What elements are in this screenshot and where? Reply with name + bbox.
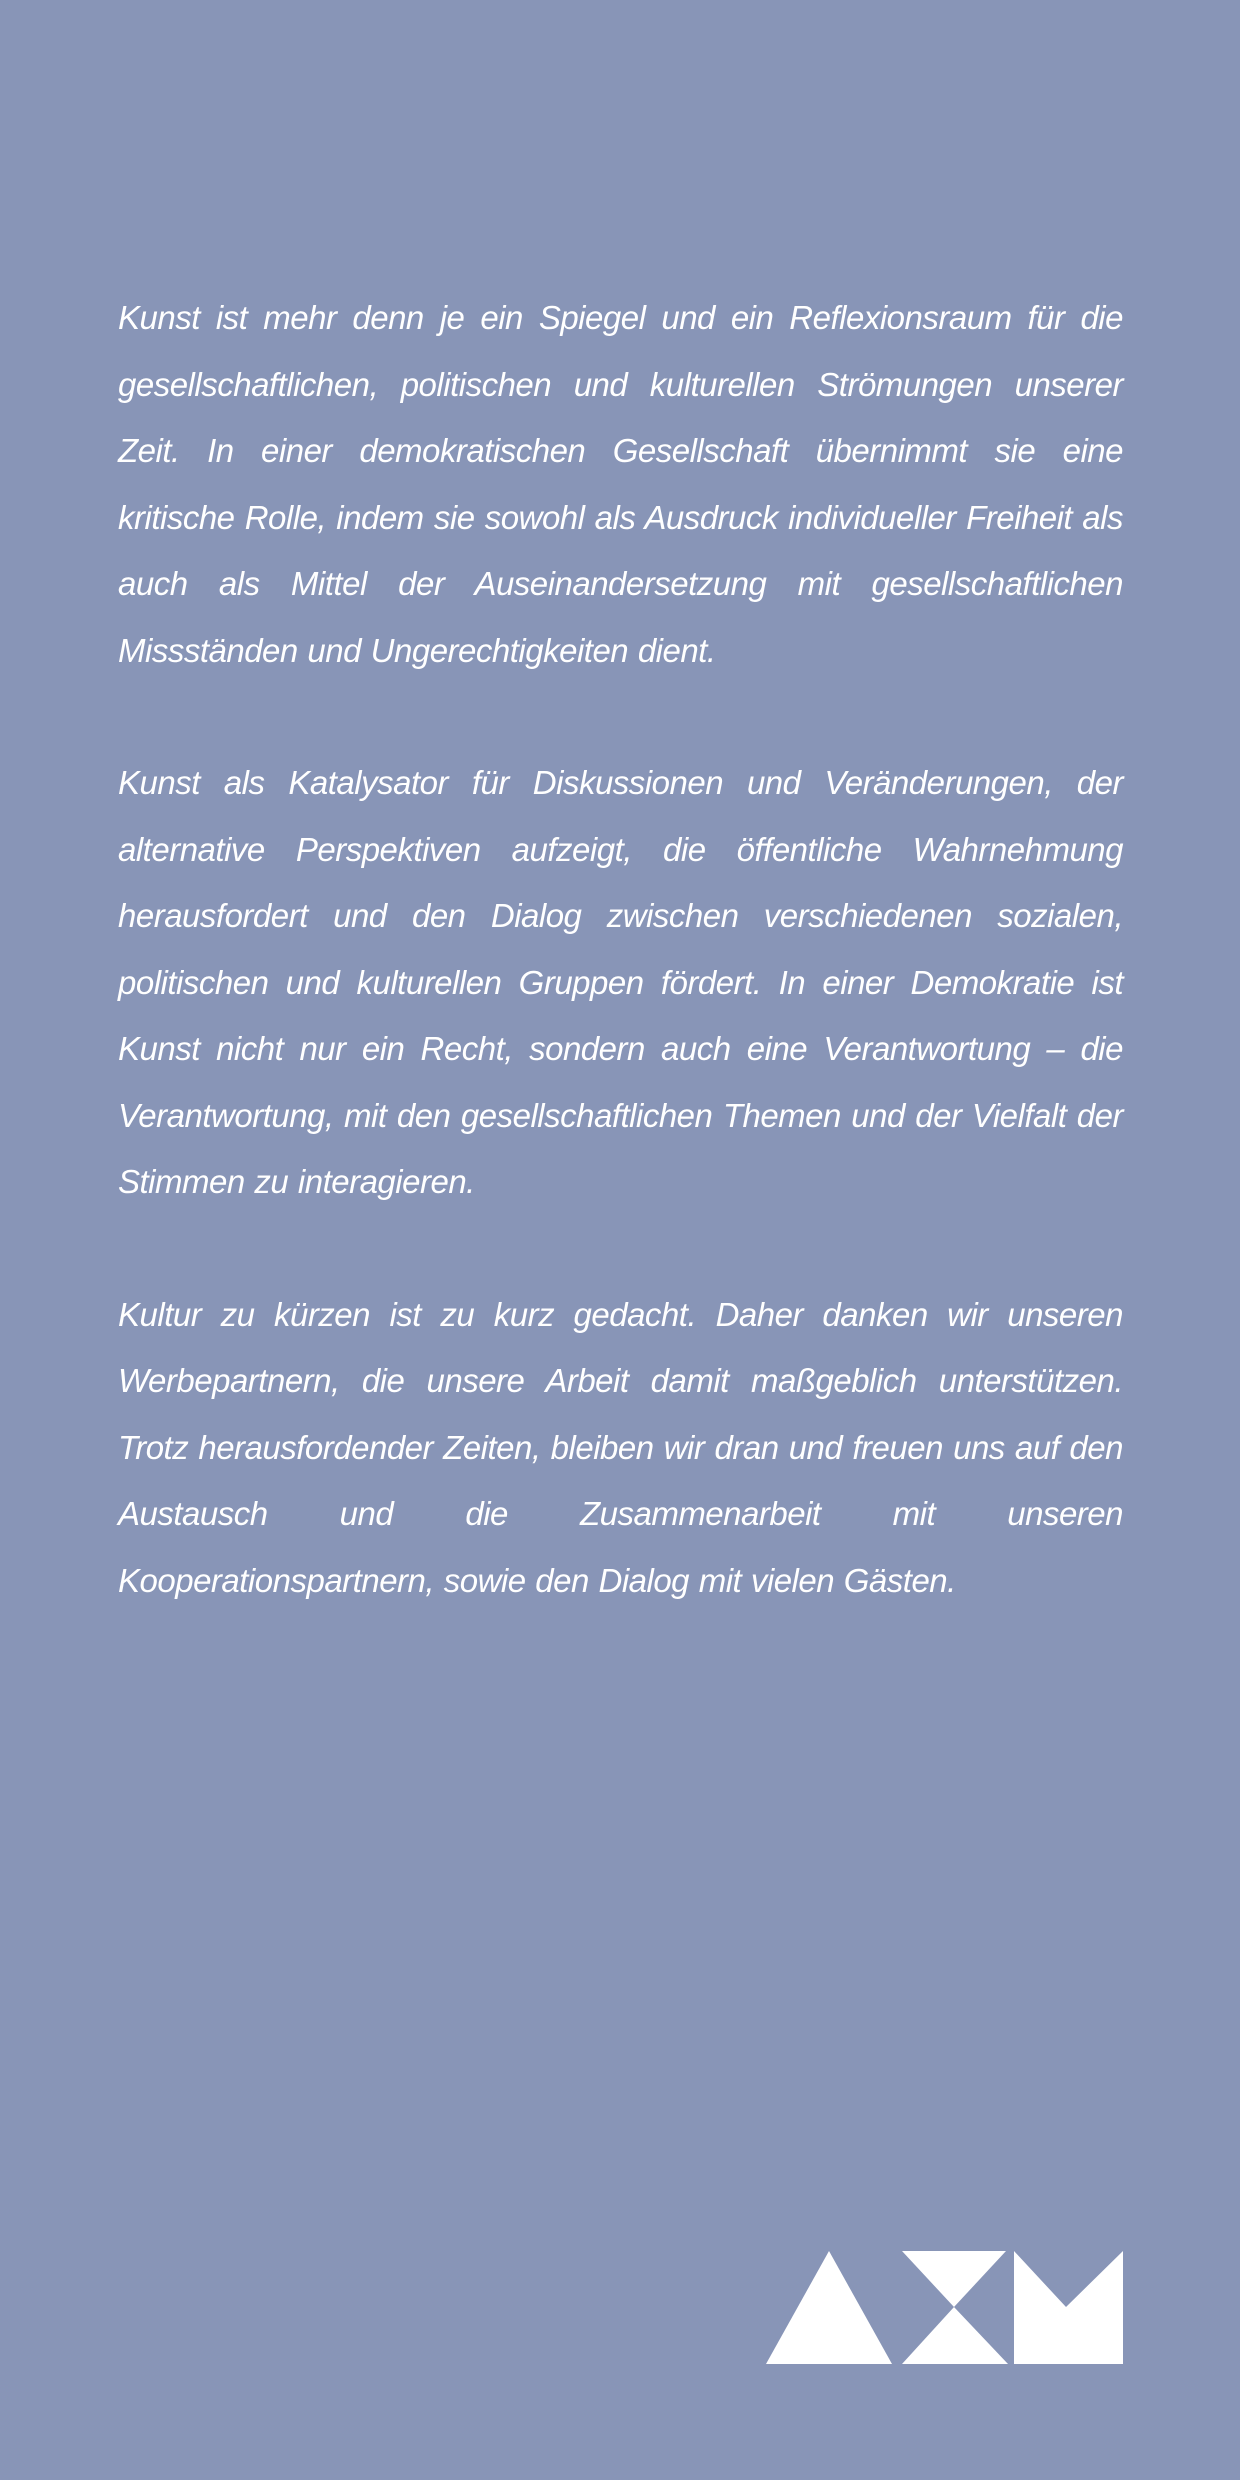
akm-logo-icon <box>766 2251 1123 2364</box>
paragraph-1: Kunst ist mehr denn je ein Spiegel und ein Reflexionsraum für die gesellschaftlichen, politischen und kulturellen Strömungen unserer Zeit. In einer demokratischen Gesellschaft übernimmt sie eine kritische Rolle, indem sie sowohl als Ausdruck individueller Freiheit als auch als Mittel der Auseinandersetzung mit gesellschaftlichen Missständen und Ungerechtigkeiten dient. <box>118 299 1123 669</box>
logo-a-shape <box>766 2251 892 2364</box>
paragraph-3: Kultur zu kürzen ist zu kurz gedacht. Daher danken wir unseren Werbepartnern, die unsere Arbeit damit maßgeblich unterstützen. Trotz herausfordender Zeiten, bleiben wir dran und freuen uns auf den Austausch und die Zusammenarbeit mit unseren Kooperationspartnern, sowie den Dialog mit vielen Gästen. <box>118 1295 1123 1599</box>
paragraph-2: Kunst als Katalysator für Diskussionen und Veränderungen, der alternative Perspektiven aufzeigt, die öffentliche Wahrnehmung herausfordert und den Dialog zwischen verschiedenen sozialen, politischen und kulturellen Gruppen fördert. In einer Demokratie ist Kunst nicht nur ein Recht, sondern auch eine Verantwortung – die Verantwortung, mit den gesellschaftlichen Themen und der Vielfalt der Stimmen zu interagieren. <box>118 764 1123 1200</box>
logo-k-upper-shape <box>902 2251 1006 2307</box>
body-text <box>118 285 1123 1614</box>
logo-k-lower-shape <box>902 2307 1008 2364</box>
logo-m-shape <box>1014 2251 1123 2364</box>
